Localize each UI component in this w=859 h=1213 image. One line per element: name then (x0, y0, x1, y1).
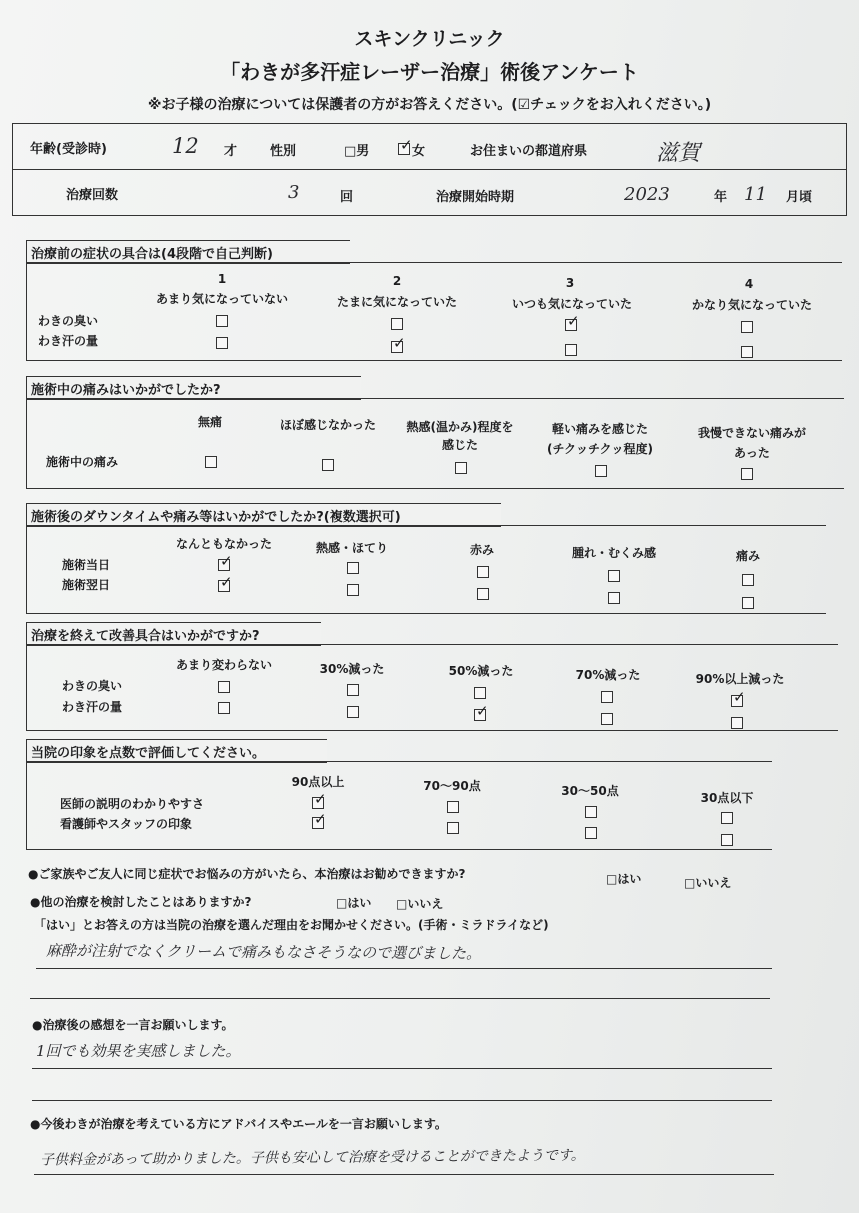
q2-option-3a: 熱感(温かみ)程度を (406, 420, 514, 434)
q6-question: ●ご家族やご友人に同じ症状でお悩みの方がいたら、本治療はお勧めできますか? (28, 867, 466, 881)
q3-day1-checkbox-5[interactable] (742, 597, 754, 609)
q4-odor-checkbox-2[interactable] (347, 684, 359, 696)
age-label: 年齢(受診時) (30, 142, 107, 157)
q3-day0-checkbox-5[interactable] (742, 574, 754, 586)
q2-option-4b: (チクッチクッ程度) (546, 442, 654, 456)
q3-option-4: 腫れ・むくみ感 (571, 546, 657, 560)
start-year-value[interactable]: 2023 (624, 184, 670, 205)
q3-row-day1: 施術翌日 (62, 578, 111, 592)
check-mark-icon: ✓ (733, 688, 746, 706)
q1-sweat-checkbox-4[interactable] (741, 346, 753, 358)
q5-option-3: 30〜50点 (561, 784, 619, 798)
q5-staff-checkbox-1[interactable] (312, 810, 327, 829)
q5-doctor-checkbox-1[interactable] (312, 790, 327, 809)
q7-yes-option[interactable]: □はい (336, 896, 372, 910)
q2-checkbox-3[interactable] (455, 462, 467, 474)
q3-option-2: 熱感・ほてり (315, 541, 389, 555)
sex-female-label: 女 (412, 144, 426, 159)
q1-scale-1: 1 (217, 272, 227, 286)
q2-option-2: ほぼ感じなかった (279, 418, 377, 432)
prefecture-label: お住まいの都道府県 (470, 144, 588, 159)
q6-no-option[interactable]: □いいえ (684, 876, 732, 890)
q5-doctor-checkbox-3[interactable] (585, 806, 597, 818)
q4-heading: 治療を終えて改善具合はいかがですか? (31, 629, 260, 644)
q7-no-option[interactable]: □いいえ (396, 897, 444, 911)
sex-male-option[interactable]: □男 (344, 144, 370, 159)
q5-row-doctor: 医師の説明のわかりやすさ (60, 797, 205, 811)
q3-day1-checkbox-4[interactable] (608, 592, 620, 604)
q1-odor-checkbox-3[interactable] (565, 312, 580, 331)
q7-question: ●他の治療を検討したことはありますか? (30, 895, 252, 909)
q5-doctor-checkbox-4[interactable] (721, 812, 733, 824)
q2-option-4a: 軽い痛みを感じた (551, 422, 649, 436)
check-mark-icon: ✓ (314, 810, 327, 828)
q1-sweat-checkbox-3[interactable] (565, 344, 577, 356)
q1-odor-checkbox-1[interactable] (216, 315, 228, 327)
q4-option-1: あまり変わらない (175, 658, 273, 672)
q7-answer[interactable]: 麻酔が注射でなくクリームで痛みもなさそうなので選びました。 (45, 941, 482, 963)
treatment-count-value[interactable]: 3 (288, 182, 300, 203)
q1-odor-checkbox-2[interactable] (391, 318, 403, 330)
q4-sweat-checkbox-5[interactable] (731, 717, 743, 729)
q4-option-4: 70%減った (575, 668, 641, 682)
q4-option-2: 30%減った (319, 662, 385, 676)
survey-title: 「わきが多汗症レーザー治療」術後アンケート (220, 60, 639, 84)
q4-odor-checkbox-4[interactable] (601, 691, 613, 703)
q1-heading: 治療前の症状の具合は(4段階で自己判断) (31, 247, 273, 262)
start-period-label: 治療開始時期 (436, 190, 515, 205)
q1-sweat-checkbox-2[interactable] (391, 334, 406, 353)
q4-odor-checkbox-3[interactable] (474, 687, 486, 699)
sex-label: 性別 (270, 144, 297, 159)
q4-sweat-checkbox-4[interactable] (601, 713, 613, 725)
q1-row-odor: わきの臭い (38, 314, 99, 328)
q2-row-pain: 施術中の痛み (46, 455, 119, 469)
q2-checkbox-4[interactable] (595, 465, 607, 477)
q2-option-3b: 感じた (441, 438, 479, 452)
q1-scale-3: 3 (565, 276, 575, 290)
q5-option-1: 90点以上 (291, 775, 345, 789)
q8-answer[interactable]: 1回でも効果を実感しました。 (36, 1042, 241, 1060)
q1-option-2: たまに気になっていた (336, 295, 458, 309)
q3-option-5: 痛み (735, 549, 761, 563)
q3-row-day0: 施術当日 (62, 558, 111, 572)
q3-day0-checkbox-3[interactable] (477, 566, 489, 578)
q1-option-4: かなり気になっていた (691, 298, 813, 312)
age-unit: 才 (224, 144, 238, 159)
q7-followup: 「はい」とお答えの方は当院の治療を選んだ理由をお聞かせください。(手術・ミラドライなど) (34, 918, 549, 932)
q5-staff-checkbox-3[interactable] (585, 827, 597, 839)
q1-scale-4: 4 (744, 277, 754, 291)
instruction-note: ※お子様の治療については保護者の方がお答えください。(☑チェックをお入れください。) (147, 97, 712, 113)
treatment-count-unit: 回 (340, 190, 354, 205)
start-month-value[interactable]: 11 (744, 184, 767, 205)
check-mark-icon: ✓ (220, 573, 233, 591)
q5-row-staff: 看護師やスタッフの印象 (60, 817, 193, 831)
q2-option-5a: 我慢できない痛みが (697, 426, 807, 440)
q4-sweat-checkbox-1[interactable] (218, 702, 230, 714)
q4-sweat-checkbox-3[interactable] (474, 702, 489, 721)
q5-heading: 当院の印象を点数で評価してください。 (31, 746, 266, 761)
q5-staff-checkbox-4[interactable] (721, 834, 733, 846)
age-value[interactable]: 12 (172, 134, 199, 158)
treatment-count-label: 治療回数 (66, 188, 119, 203)
year-unit: 年 (714, 190, 728, 205)
q4-option-3: 50%減った (448, 664, 514, 678)
q9-answer[interactable]: 子供料金があって助かりました。子供も安心して治療を受けることができたようです。 (39, 1147, 585, 1169)
q1-odor-checkbox-4[interactable] (741, 321, 753, 333)
q3-day1-checkbox-2[interactable] (347, 584, 359, 596)
q3-heading: 施術後のダウンタイムや痛み等はいかがでしたか?(複数選択可) (31, 510, 401, 525)
q2-heading: 施術中の痛みはいかがでしたか? (31, 383, 221, 398)
q3-option-1: なんともなかった (175, 537, 273, 551)
q6-yes-option[interactable]: □はい (606, 872, 642, 886)
q4-row-sweat: わき汗の量 (62, 700, 123, 714)
q9-heading: ●今後わきが治療を考えている方にアドバイスやエールを一言お願いします。 (30, 1117, 447, 1131)
q3-day0-checkbox-4[interactable] (608, 570, 620, 582)
check-mark-icon: ✓ (220, 552, 233, 570)
check-mark-icon: ✓ (476, 702, 489, 720)
q5-doctor-checkbox-2[interactable] (447, 801, 459, 813)
q3-day0-checkbox-1[interactable] (218, 552, 233, 571)
q8-heading: ●治療後の感想を一言お願いします。 (32, 1018, 234, 1032)
q3-option-3: 赤み (469, 543, 495, 557)
sex-female-checkbox[interactable] (398, 136, 413, 155)
prefecture-value[interactable]: 滋賀 (656, 141, 701, 166)
q3-day0-checkbox-2[interactable] (347, 562, 359, 574)
q1-option-3: いつも気になっていた (511, 297, 633, 311)
q4-option-5: 90%以上減った (695, 672, 785, 686)
q1-scale-2: 2 (392, 274, 402, 288)
q2-checkbox-5[interactable] (741, 468, 753, 480)
q1-option-1: あまり気になっていない (155, 292, 289, 306)
q3-day1-checkbox-1[interactable] (218, 573, 233, 592)
q4-row-odor: わきの臭い (62, 679, 123, 693)
q2-checkbox-1[interactable] (205, 456, 217, 468)
q5-option-4: 30点以下 (700, 791, 754, 805)
check-mark-icon: ✓ (567, 312, 580, 330)
q4-sweat-checkbox-2[interactable] (347, 706, 359, 718)
q2-option-5b: あった (734, 446, 770, 460)
q5-option-2: 70〜90点 (423, 779, 481, 793)
q2-option-1: 無痛 (197, 415, 223, 429)
q1-sweat-checkbox-1[interactable] (216, 337, 228, 349)
month-unit: 月頃 (786, 190, 813, 205)
check-mark-icon: ✓ (400, 136, 413, 154)
q3-day1-checkbox-3[interactable] (477, 588, 489, 600)
clinic-name: スキンクリニック (354, 28, 505, 50)
check-mark-icon: ✓ (314, 790, 327, 808)
q4-odor-checkbox-5[interactable] (731, 688, 746, 707)
q5-staff-checkbox-2[interactable] (447, 822, 459, 834)
q1-row-sweat: わき汗の量 (38, 334, 99, 348)
check-mark-icon: ✓ (393, 334, 406, 352)
q2-checkbox-2[interactable] (322, 459, 334, 471)
q4-odor-checkbox-1[interactable] (218, 681, 230, 693)
